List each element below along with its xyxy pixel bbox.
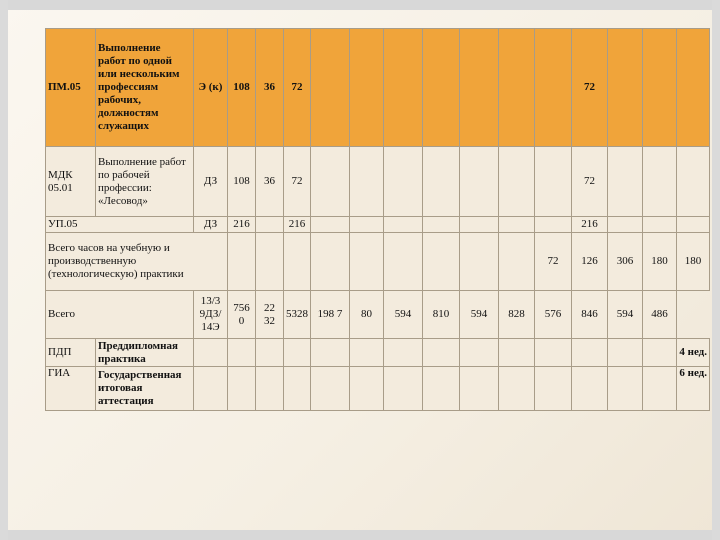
- cell: [350, 233, 384, 291]
- max-load: 108: [228, 29, 256, 147]
- cell: [350, 339, 384, 367]
- row-gia: [46, 367, 710, 411]
- cell: [423, 147, 460, 217]
- semester-hours: 72: [535, 233, 572, 291]
- cell: [423, 339, 460, 367]
- cell: [643, 147, 677, 217]
- row-code: УП.05: [46, 217, 194, 233]
- cell: [423, 367, 460, 411]
- semester-hours: 810: [423, 291, 460, 339]
- cell: [499, 339, 535, 367]
- row-mdk0501: [46, 147, 710, 217]
- cell: [350, 29, 384, 147]
- cell: [499, 233, 535, 291]
- cell: [643, 217, 677, 233]
- cell: [535, 217, 572, 233]
- max-load: 108: [228, 147, 256, 217]
- row-code: ПМ.05: [46, 29, 96, 147]
- cell: [608, 367, 643, 411]
- classroom-hours: 216: [284, 217, 311, 233]
- classroom-hours: 72: [284, 147, 311, 217]
- row-label: Всего часов на учебную и производственную (технологическую) практики: [46, 233, 228, 291]
- cell: [194, 367, 228, 411]
- exam-form: 13/3 9ДЗ/ 14Э: [194, 291, 228, 339]
- exam-form: ДЗ: [194, 217, 228, 233]
- max-load: 216: [228, 217, 256, 233]
- max-load: 756 0: [228, 291, 256, 339]
- cell: [311, 339, 350, 367]
- cell: [228, 233, 256, 291]
- cell: [677, 147, 710, 217]
- cell: [572, 367, 608, 411]
- cell: [256, 233, 284, 291]
- cell: [284, 367, 311, 411]
- cell: [384, 367, 423, 411]
- cell: [256, 367, 284, 411]
- semester-hours: 72: [572, 29, 608, 147]
- self-study: 36: [256, 29, 284, 147]
- semester-hours: 72: [572, 147, 608, 217]
- row-total: [46, 291, 710, 339]
- cell: [384, 339, 423, 367]
- cell: [643, 367, 677, 411]
- cell: [423, 29, 460, 147]
- row-code: ГИА: [46, 367, 96, 411]
- cell: [350, 367, 384, 411]
- cell: [384, 147, 423, 217]
- semester-hours: 576: [535, 291, 572, 339]
- cell: [499, 367, 535, 411]
- cell: [194, 339, 228, 367]
- semester-hours: 306: [608, 233, 643, 291]
- weeks-value: 6 нед.: [677, 367, 710, 411]
- semester-hours: 180: [643, 233, 677, 291]
- cell: [608, 217, 643, 233]
- row-name: Преддипломная практика: [96, 339, 194, 367]
- classroom-hours: 5328: [284, 291, 311, 339]
- row-pm05: [46, 29, 710, 147]
- cell: [384, 217, 423, 233]
- cell: [311, 147, 350, 217]
- cell: [350, 217, 384, 233]
- cell: [499, 147, 535, 217]
- cell: [460, 233, 499, 291]
- self-study: 22 32: [256, 291, 284, 339]
- cell: [228, 339, 256, 367]
- cell: [460, 29, 499, 147]
- cell: [311, 217, 350, 233]
- cell: [284, 233, 311, 291]
- cell: [572, 339, 608, 367]
- semester-hours: 486: [643, 291, 677, 339]
- cell: [535, 29, 572, 147]
- cell: [677, 29, 710, 147]
- lecture-hours: 198 7: [311, 291, 350, 339]
- self-study: 36: [256, 147, 284, 217]
- cell: [311, 233, 350, 291]
- cell: [535, 147, 572, 217]
- cell: [460, 217, 499, 233]
- cell: [608, 29, 643, 147]
- classroom-hours: 72: [284, 29, 311, 147]
- cell: [535, 367, 572, 411]
- cell: [499, 217, 535, 233]
- frame-bottom: [0, 530, 720, 540]
- exam-form: ДЗ: [194, 147, 228, 217]
- cell: [460, 147, 499, 217]
- row-name: Государственная итоговая аттестация: [96, 367, 194, 411]
- cell: [384, 233, 423, 291]
- semester-hours: 594: [460, 291, 499, 339]
- cell: [423, 233, 460, 291]
- row-name: Выполнение работ по рабочей профессии: «Лесовод»: [96, 147, 194, 217]
- cell: [643, 339, 677, 367]
- semester-hours: 594: [608, 291, 643, 339]
- cell: [460, 367, 499, 411]
- semester-hours: 80: [350, 291, 384, 339]
- cell: [284, 339, 311, 367]
- frame-left: [0, 0, 8, 540]
- cell: [677, 217, 710, 233]
- cell: [499, 29, 535, 147]
- row-pdp: [46, 339, 710, 367]
- semester-hours: 126: [572, 233, 608, 291]
- row-code: МДК 05.01: [46, 147, 96, 217]
- semester-hours: 180: [677, 233, 710, 291]
- cell: [460, 339, 499, 367]
- row-name: Выполнение работ по одной или нескольким профессиям рабочих, должностям служащих: [96, 29, 194, 147]
- cell: [423, 217, 460, 233]
- cell: [228, 367, 256, 411]
- semester-hours: 594: [384, 291, 423, 339]
- row-code: ПДП: [46, 339, 96, 367]
- semester-hours: 828: [499, 291, 535, 339]
- row-practice-total: [46, 233, 710, 291]
- weeks-value: 4 нед.: [677, 339, 710, 367]
- frame-right: [712, 0, 720, 540]
- cell: [311, 367, 350, 411]
- cell: [608, 147, 643, 217]
- frame-top: [0, 0, 720, 10]
- cell: [256, 217, 284, 233]
- cell: [256, 339, 284, 367]
- exam-form: Э (к): [194, 29, 228, 147]
- cell: [608, 339, 643, 367]
- curriculum-table: [45, 28, 710, 411]
- cell: [311, 29, 350, 147]
- cell: [350, 147, 384, 217]
- row-up05: [46, 217, 710, 233]
- semester-hours: 216: [572, 217, 608, 233]
- semester-hours: 846: [572, 291, 608, 339]
- cell: [643, 29, 677, 147]
- cell: [535, 339, 572, 367]
- row-label: Всего: [46, 291, 194, 339]
- cell: [384, 29, 423, 147]
